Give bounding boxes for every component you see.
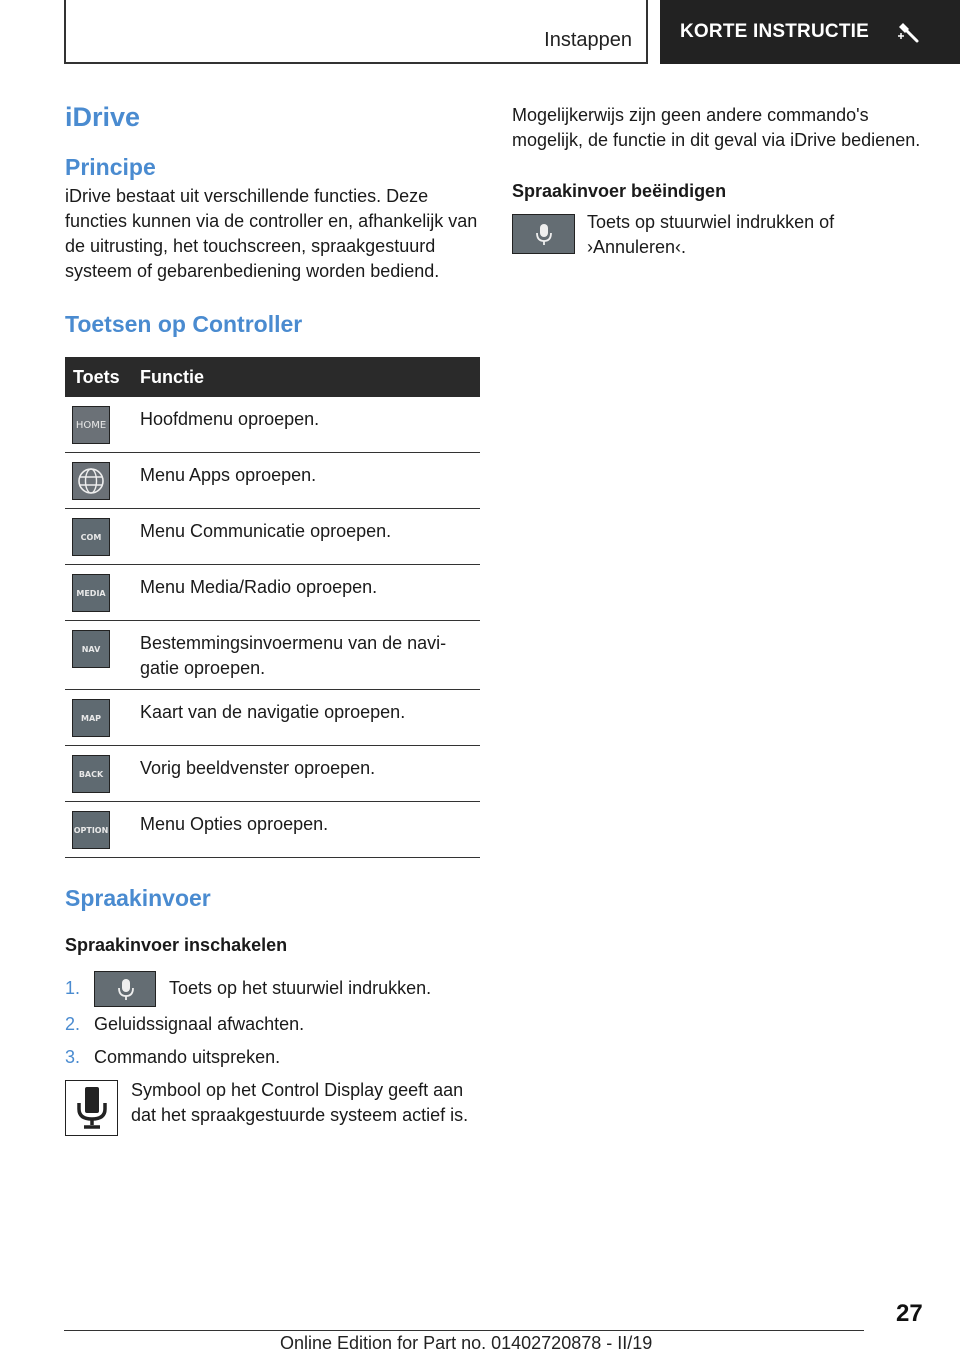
table-row xyxy=(65,453,480,509)
controller-heading: Toetsen op Controller xyxy=(65,311,303,337)
principle-heading: Principe xyxy=(65,154,156,180)
header-section-box xyxy=(64,0,648,64)
table-row xyxy=(65,565,480,621)
right-intro-text: Mogelijkerwijs zijn geen andere commando's mogelijk, de functie in dit geval via iDrive bedienen. xyxy=(512,105,921,150)
table-row xyxy=(65,690,480,746)
voice-symbol-row xyxy=(65,1078,480,1136)
table-row xyxy=(65,509,480,565)
step-number: 3. xyxy=(65,1047,81,1067)
table-cell-function: Hoofdmenu oproepen. xyxy=(140,397,480,453)
nav-key-icon: NAV xyxy=(72,630,110,668)
voice-steps-list xyxy=(65,968,480,1070)
media-key-icon: MEDIA xyxy=(72,574,110,612)
table-header-function: Functie xyxy=(140,357,480,397)
table-row xyxy=(65,802,480,858)
step-text: Commando uitspreken. xyxy=(94,1047,281,1067)
com-key-icon: COM xyxy=(72,518,110,556)
option-key-icon: OPTION xyxy=(72,811,110,849)
voice-on-heading: Spraakinvoer inschakelen xyxy=(65,935,288,955)
left-column xyxy=(65,100,480,1136)
step-text: Geluidssignaal afwachten. xyxy=(94,1014,305,1034)
right-column xyxy=(512,103,922,260)
chapter-tab xyxy=(660,0,960,64)
footer-edition: Online Edition for Part no. 01402720878 - II/19 xyxy=(280,1333,653,1353)
microphone-key-icon xyxy=(512,214,575,254)
step-number: 2. xyxy=(65,1014,81,1034)
apps-globe-icon xyxy=(72,462,110,500)
voice-end-row xyxy=(512,210,922,260)
chapter-title: KORTE INSTRUCTIE xyxy=(680,21,869,42)
list-item xyxy=(65,1012,480,1037)
step-number: 1. xyxy=(65,978,81,998)
table-cell-function: Menu Communicatie oproepen. xyxy=(140,509,480,565)
table-row xyxy=(65,621,480,690)
list-item xyxy=(65,968,480,1008)
voice-active-icon xyxy=(65,1080,118,1136)
principle-text: iDrive bestaat uit verschillende functies. Deze functies kunnen via de controller en, afhankelijk van de uitrusting, het touchscreen, spraakgestuurd systeem of gebarenbediening worden bediend. xyxy=(65,186,478,281)
section-title: Instappen xyxy=(544,29,632,51)
voice-end-heading: Spraakinvoer beëindigen xyxy=(512,181,727,201)
list-item xyxy=(65,1045,480,1070)
back-key-icon: BACK xyxy=(72,755,110,793)
map-key-icon: MAP xyxy=(72,699,110,737)
quick-guide-icon xyxy=(895,19,921,45)
home-key-icon: HOME xyxy=(72,406,110,444)
table-cell-function: Bestemmingsinvoermenu van de navigatie oproepen. xyxy=(140,621,480,690)
footer-divider xyxy=(64,1330,864,1331)
table-cell-function: Menu Opties oproepen. xyxy=(140,802,480,858)
table-row xyxy=(65,397,480,453)
table-row xyxy=(65,746,480,802)
table-cell-function: Menu Apps oproepen. xyxy=(140,453,480,509)
voice-heading: Spraakinvoer xyxy=(65,885,211,911)
symbol-text: Symbool op het Control Display geeft aan dat het spraakgestuurde systeem actief is. xyxy=(131,1080,469,1125)
microphone-key-icon xyxy=(94,971,156,1007)
voice-end-text: Toets op stuurwiel indrukken of ›Annuleren‹. xyxy=(587,212,835,257)
controller-keys-table xyxy=(65,357,480,858)
table-header-key: Toets xyxy=(65,357,140,397)
page-number: 27 xyxy=(896,1300,923,1327)
table-cell-function: Kaart van de navigatie oproepen. xyxy=(140,690,480,746)
step-text: Toets op het stuurwiel indrukken. xyxy=(169,978,432,998)
table-cell-function: Menu Media/Radio oproepen. xyxy=(140,565,480,621)
table-cell-function: Vorig beeldvenster oproepen. xyxy=(140,746,480,802)
page-title: iDrive xyxy=(65,102,141,132)
